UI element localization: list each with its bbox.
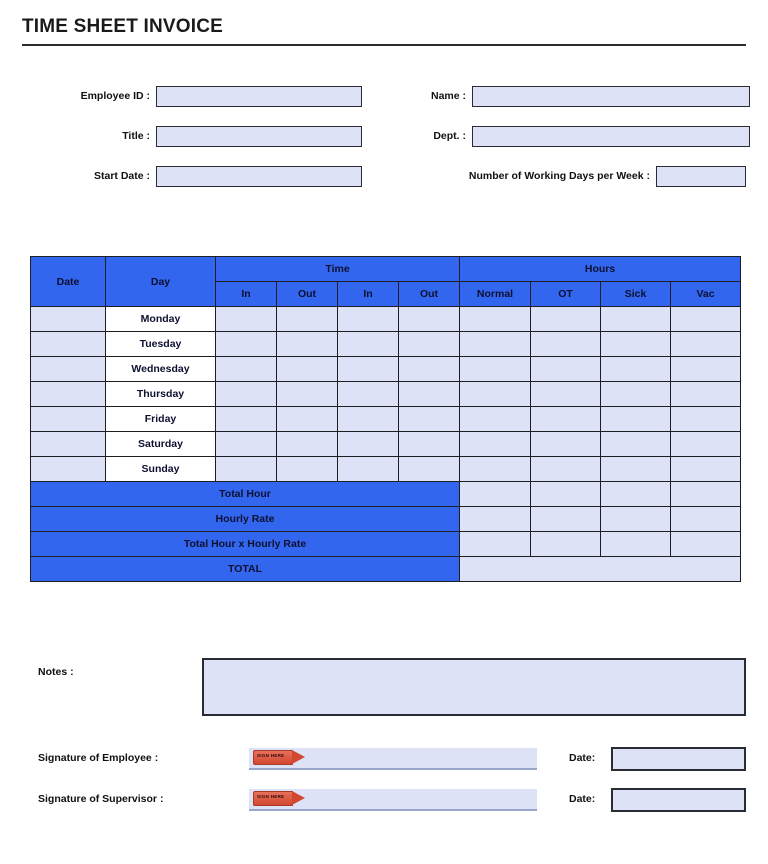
dept-input[interactable] — [472, 126, 750, 147]
cell-hours-3[interactable] — [671, 382, 741, 407]
cell-hours-1[interactable] — [531, 332, 601, 357]
totals-value-0[interactable] — [460, 557, 741, 582]
cell-day: Wednesday — [106, 357, 216, 382]
cell-time-3[interactable] — [399, 457, 460, 482]
col-group-header-hours: Hours — [460, 257, 741, 282]
col-group-header-time: Time — [216, 257, 460, 282]
cell-time-2[interactable] — [338, 457, 399, 482]
cell-time-0[interactable] — [216, 457, 277, 482]
signature-row-supervisor — [0, 789, 768, 819]
totals-label: Total Hour — [31, 482, 460, 507]
cell-time-1[interactable] — [277, 307, 338, 332]
working-days-input[interactable] — [656, 166, 746, 187]
cell-hours-3[interactable] — [671, 407, 741, 432]
totals-value-2[interactable] — [601, 482, 671, 507]
sign-here-tag-icon — [253, 791, 307, 806]
cell-time-3[interactable] — [399, 407, 460, 432]
field-row-name — [396, 84, 750, 108]
sign-here-tag-icon — [253, 750, 307, 765]
totals-value-1[interactable] — [531, 482, 601, 507]
cell-date[interactable] — [31, 432, 106, 457]
timesheet-table — [30, 256, 741, 582]
table-row — [31, 382, 741, 407]
totals-value-0[interactable] — [460, 507, 531, 532]
name-input[interactable] — [472, 86, 750, 107]
cell-time-3[interactable] — [399, 307, 460, 332]
signature-employee-input[interactable] — [249, 748, 537, 770]
notes-input[interactable] — [202, 658, 746, 716]
title-label: Title : — [122, 130, 150, 142]
sign-here-tag-label: SIGN HERE — [257, 794, 285, 799]
cell-time-3[interactable] — [399, 432, 460, 457]
col-header-hours-normal: Normal — [460, 282, 531, 307]
cell-day: Tuesday — [106, 332, 216, 357]
cell-hours-0[interactable] — [460, 332, 531, 357]
field-row-dept — [396, 124, 750, 148]
cell-time-1[interactable] — [277, 432, 338, 457]
cell-date[interactable] — [31, 332, 106, 357]
cell-hours-0[interactable] — [460, 407, 531, 432]
cell-hours-3[interactable] — [671, 432, 741, 457]
notes-label: Notes : — [38, 666, 74, 678]
col-header-date: Date — [31, 257, 106, 307]
signature-employee-date-input[interactable] — [611, 747, 746, 771]
signature-supervisor-date-input[interactable] — [611, 788, 746, 812]
cell-hours-3[interactable] — [671, 357, 741, 382]
col-header-day: Day — [106, 257, 216, 307]
field-row-employee-id — [0, 84, 362, 108]
totals-value-3[interactable] — [671, 482, 741, 507]
totals-label: Total Hour x Hourly Rate — [31, 532, 460, 557]
col-header-time-in-1: In — [216, 282, 277, 307]
cell-hours-2[interactable] — [601, 457, 671, 482]
start-date-label: Start Date : — [93, 170, 150, 182]
totals-label: Hourly Rate — [31, 507, 460, 532]
cell-time-0[interactable] — [216, 382, 277, 407]
dept-label: Dept. : — [433, 130, 466, 142]
working-days-label: Number of Working Days per Week : — [468, 170, 650, 182]
cell-hours-1[interactable] — [531, 357, 601, 382]
cell-time-3[interactable] — [399, 332, 460, 357]
cell-time-3[interactable] — [399, 357, 460, 382]
cell-hours-1[interactable] — [531, 432, 601, 457]
totals-label: TOTAL — [31, 557, 460, 582]
field-row-title — [0, 124, 362, 148]
cell-time-2[interactable] — [338, 407, 399, 432]
cell-day: Thursday — [106, 382, 216, 407]
field-row-start-date — [0, 164, 362, 188]
col-header-time-out-2: Out — [399, 282, 460, 307]
cell-time-1[interactable] — [277, 382, 338, 407]
totals-value-0[interactable] — [460, 532, 531, 557]
table-row — [31, 307, 741, 332]
sign-here-tag-label: SIGN HERE — [257, 753, 285, 758]
totals-value-1[interactable] — [531, 507, 601, 532]
cell-hours-2[interactable] — [601, 432, 671, 457]
cell-date[interactable] — [31, 407, 106, 432]
cell-hours-0[interactable] — [460, 307, 531, 332]
cell-date[interactable] — [31, 457, 106, 482]
signature-supervisor-date-label: Date: — [569, 793, 596, 805]
cell-date[interactable] — [31, 307, 106, 332]
cell-hours-2[interactable] — [601, 407, 671, 432]
cell-time-2[interactable] — [338, 332, 399, 357]
totals-row — [31, 557, 741, 582]
totals-row — [31, 532, 741, 557]
table-row — [31, 407, 741, 432]
timesheet-body — [31, 307, 741, 582]
header-row-groups — [31, 257, 741, 282]
timesheet-head — [31, 257, 741, 307]
cell-hours-1[interactable] — [531, 382, 601, 407]
cell-hours-0[interactable] — [460, 457, 531, 482]
cell-time-1[interactable] — [277, 407, 338, 432]
cell-time-1[interactable] — [277, 332, 338, 357]
cell-time-0[interactable] — [216, 332, 277, 357]
totals-value-3[interactable] — [671, 532, 741, 557]
cell-hours-3[interactable] — [671, 457, 741, 482]
cell-hours-2[interactable] — [601, 307, 671, 332]
signature-row-employee — [0, 748, 768, 778]
col-header-time-out-1: Out — [277, 282, 338, 307]
employee-id-label: Employee ID : — [80, 90, 150, 102]
cell-hours-0[interactable] — [460, 357, 531, 382]
signature-supervisor-input[interactable] — [249, 789, 537, 811]
col-header-hours-vac: Vac — [671, 282, 741, 307]
cell-hours-1[interactable] — [531, 457, 601, 482]
cell-day: Saturday — [106, 432, 216, 457]
cell-day: Monday — [106, 307, 216, 332]
cell-hours-2[interactable] — [601, 382, 671, 407]
col-header-time-in-2: In — [338, 282, 399, 307]
cell-date[interactable] — [31, 357, 106, 382]
cell-hours-0[interactable] — [460, 382, 531, 407]
totals-row — [31, 507, 741, 532]
table-row — [31, 457, 741, 482]
cell-hours-0[interactable] — [460, 432, 531, 457]
table-row — [31, 332, 741, 357]
col-header-hours-ot: OT — [531, 282, 601, 307]
totals-value-2[interactable] — [601, 532, 671, 557]
employee-id-input[interactable] — [156, 86, 362, 107]
table-row — [31, 357, 741, 382]
cell-hours-3[interactable] — [671, 332, 741, 357]
start-date-input[interactable] — [156, 166, 362, 187]
totals-value-3[interactable] — [671, 507, 741, 532]
cell-time-0[interactable] — [216, 357, 277, 382]
title-divider — [22, 44, 746, 46]
cell-time-2[interactable] — [338, 307, 399, 332]
header-fields-block — [0, 78, 768, 198]
cell-time-3[interactable] — [399, 382, 460, 407]
page-title: TIME SHEET INVOICE — [22, 16, 224, 37]
cell-time-0[interactable] — [216, 407, 277, 432]
cell-day: Sunday — [106, 457, 216, 482]
totals-row — [31, 482, 741, 507]
table-row — [31, 432, 741, 457]
col-header-hours-sick: Sick — [601, 282, 671, 307]
cell-time-2[interactable] — [338, 382, 399, 407]
signature-employee-label: Signature of Employee : — [38, 752, 159, 764]
field-row-working-days — [396, 164, 746, 188]
cell-time-0[interactable] — [216, 432, 277, 457]
cell-time-1[interactable] — [277, 457, 338, 482]
cell-hours-2[interactable] — [601, 332, 671, 357]
name-label: Name : — [430, 90, 466, 102]
cell-hours-1[interactable] — [531, 407, 601, 432]
cell-hours-1[interactable] — [531, 307, 601, 332]
title-input[interactable] — [156, 126, 362, 147]
cell-hours-3[interactable] — [671, 307, 741, 332]
cell-time-0[interactable] — [216, 307, 277, 332]
cell-time-2[interactable] — [338, 432, 399, 457]
signature-employee-date-label: Date: — [569, 752, 596, 764]
cell-date[interactable] — [31, 382, 106, 407]
totals-value-1[interactable] — [531, 532, 601, 557]
cell-hours-2[interactable] — [601, 357, 671, 382]
totals-value-2[interactable] — [601, 507, 671, 532]
cell-day: Friday — [106, 407, 216, 432]
cell-time-1[interactable] — [277, 357, 338, 382]
signature-supervisor-label: Signature of Supervisor : — [38, 793, 164, 805]
cell-time-2[interactable] — [338, 357, 399, 382]
totals-value-0[interactable] — [460, 482, 531, 507]
